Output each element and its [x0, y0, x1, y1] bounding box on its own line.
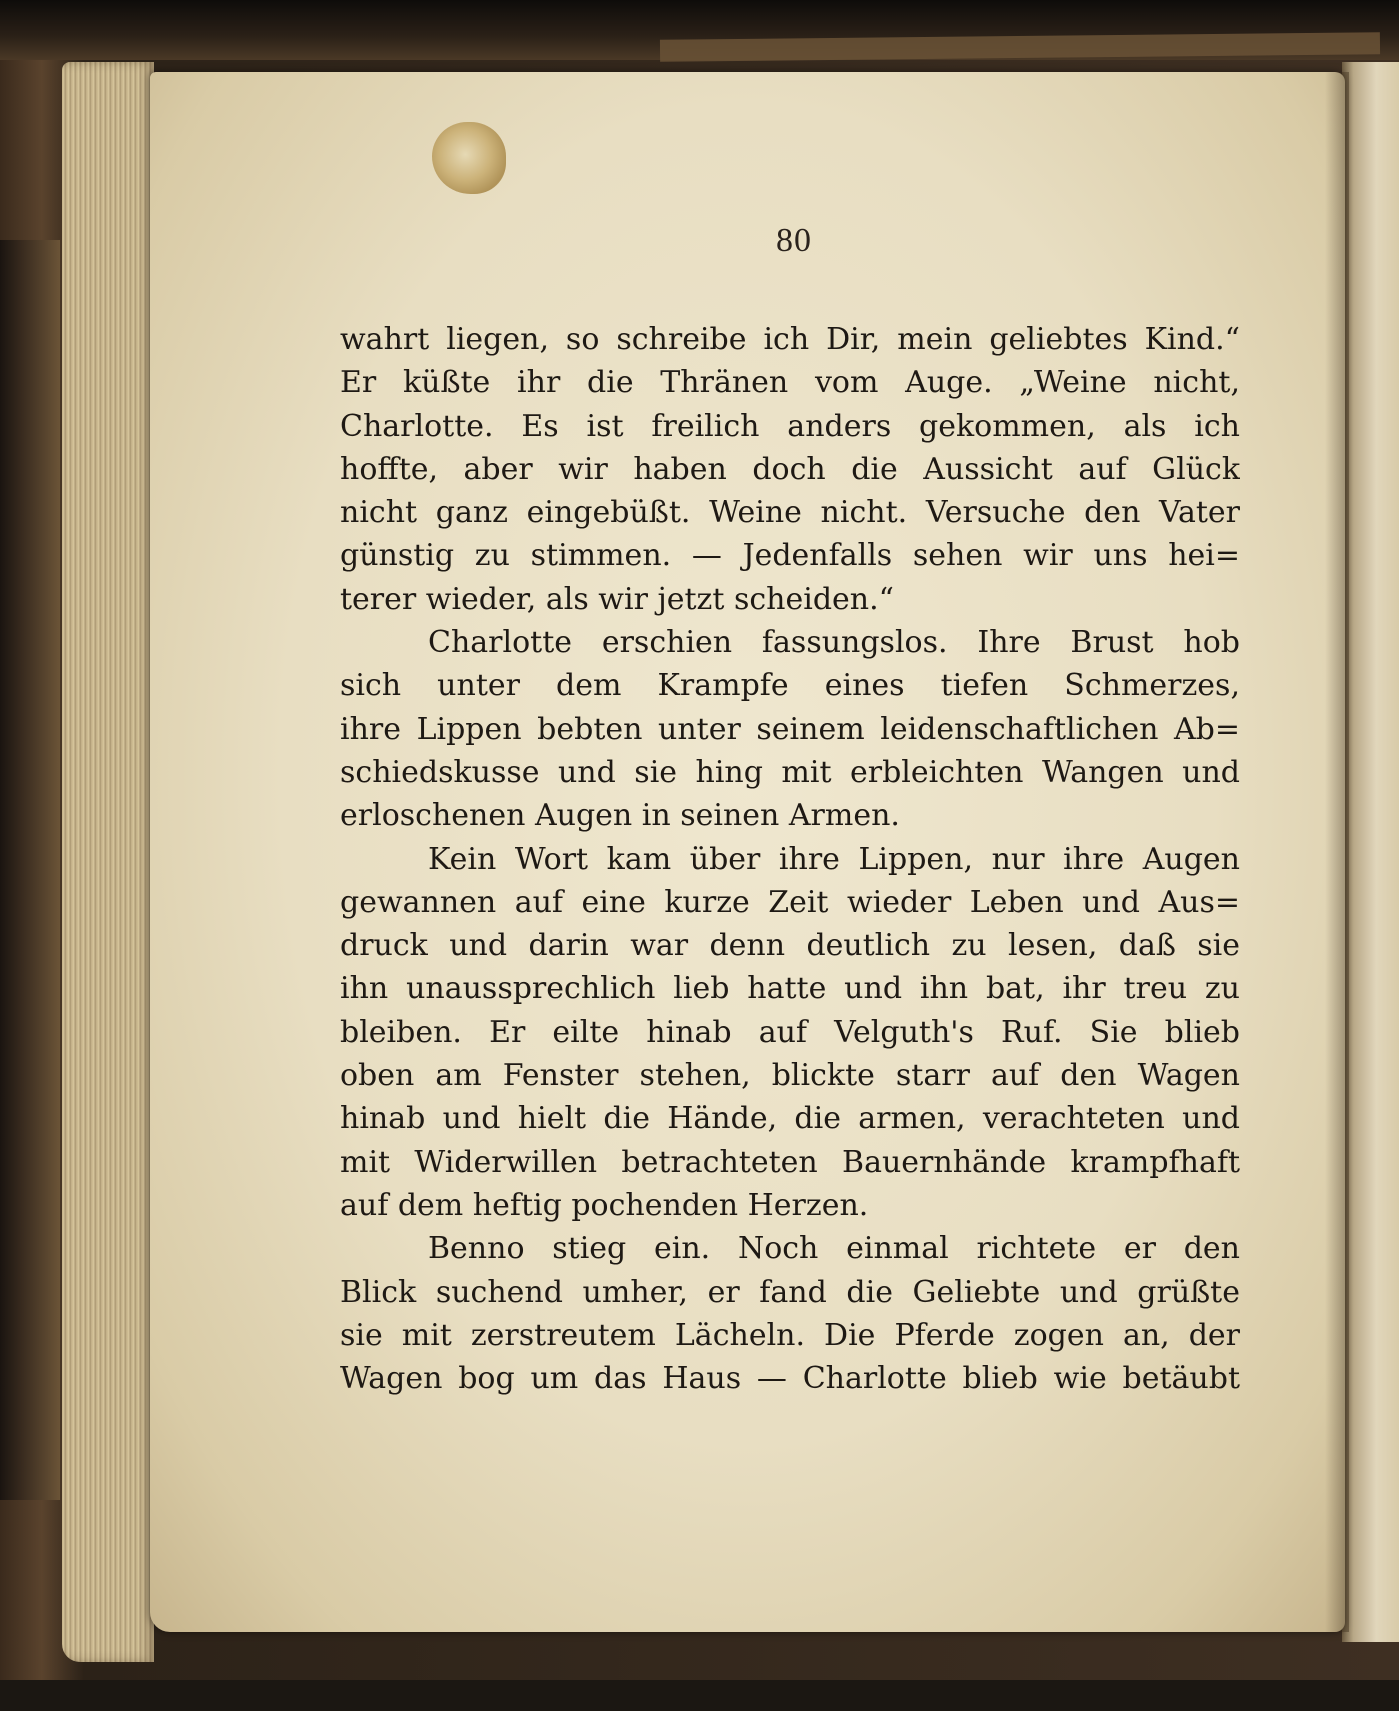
text-line: hinab und hielt die Hände, die armen, verachteten und	[340, 1101, 1240, 1137]
text-line: bleiben. Er eilte hinab auf Velguth's Ruf. Sie blieb	[340, 1014, 1240, 1050]
text-line: auf dem heftig pochenden Herzen.	[340, 1187, 869, 1223]
body-text	[340, 318, 1240, 1400]
text-line: druck und darin war denn deutlich zu lesen, daß sie	[340, 928, 1240, 964]
page-number: 80	[776, 222, 812, 259]
text-line: Charlotte. Es ist freilich anders gekommen, als ich	[340, 408, 1240, 444]
text-line: Kein Wort kam über ihre Lippen, nur ihre Augen	[428, 841, 1240, 877]
text-line: hoffte, aber wir haben doch die Aussicht auf Glück	[340, 451, 1240, 487]
text-line: günstig zu stimmen. — Jedenfalls sehen wir uns hei=	[340, 538, 1240, 574]
text-line: sie mit zerstreutem Lächeln. Die Pferde zogen an, der	[340, 1317, 1240, 1353]
book-spine	[0, 240, 60, 1500]
text-line: Wagen bog um das Haus — Charlotte blieb wie betäubt	[340, 1361, 1240, 1397]
text-line: nicht ganz eingebüßt. Weine nicht. Versuche den Vater	[340, 495, 1240, 531]
gutter-shadow	[1325, 72, 1349, 1632]
text-line: schiedskusse und sie hing mit erbleichten Wangen und	[340, 754, 1240, 790]
text-line: Er küßte ihr die Thränen vom Auge. „Weine nicht,	[340, 365, 1240, 401]
text-line: wahrt liegen, so schreibe ich Dir, mein geliebtes Kind.“	[340, 322, 1240, 357]
text-line: Benno stieg ein. Noch einmal richtete er den	[428, 1231, 1240, 1267]
text-line: terer wieder, als wir jetzt scheiden.“	[340, 581, 894, 617]
page-edge-stack	[62, 62, 154, 1662]
facing-page-edge	[1342, 62, 1399, 1642]
text-line: mit Widerwillen betrachteten Bauernhände krampfhaft	[340, 1144, 1240, 1180]
text-line: Blick suchend umher, er fand die Geliebte und grüßte	[340, 1274, 1240, 1310]
text-line: gewannen auf eine kurze Zeit wieder Leben und Aus=	[340, 884, 1240, 920]
text-line: Charlotte erschien fassungslos. Ihre Brust hob	[428, 625, 1240, 661]
text-line: oben am Fenster stehen, blickte starr auf den Wagen	[340, 1058, 1240, 1094]
text-line: sich unter dem Krampfe eines tiefen Schmerzes,	[340, 668, 1240, 704]
text-line: erloschenen Augen in seinen Armen.	[340, 798, 900, 834]
page-stain	[432, 122, 506, 194]
text-line: ihn unaussprechlich lieb hatte und ihn bat, ihr treu zu	[340, 971, 1240, 1007]
text-line: ihre Lippen bebten unter seinem leidenschaftlichen Ab=	[340, 711, 1240, 747]
